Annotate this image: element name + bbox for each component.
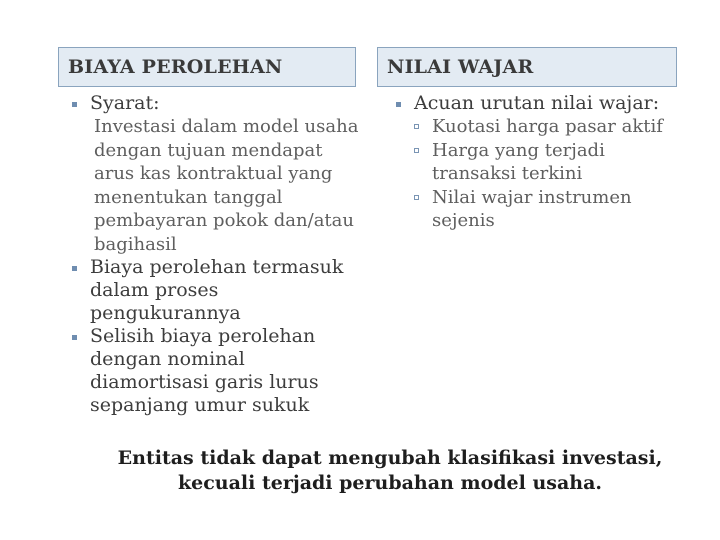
hollow-square-bullet-icon [414, 195, 419, 200]
bullet-square-icon [396, 102, 401, 107]
footer-note [110, 446, 670, 496]
hollow-square-bullet-icon [414, 148, 419, 153]
footer-line-2: kecuali terjadi perubahan model usaha. [177, 472, 603, 494]
biaya-perolehan-header-label: BIAYA PEROLEHAN [68, 56, 283, 78]
bullet-text: Syarat: [90, 92, 160, 114]
bullet-item [392, 92, 682, 233]
syarat-detail-text: Investasi dalam model usaha dengan tujuan mendapat arus kas kontraktual yang menentukan tanggal pembayaran pokok dan/atau bagihasil [94, 116, 359, 255]
sub-list-item [414, 186, 682, 233]
biaya-perolehan-header [58, 47, 356, 87]
bullet-text: Acuan urutan nilai wajar: [414, 92, 660, 114]
biaya-perolehan-list [68, 92, 368, 417]
sub-list-item [414, 115, 682, 139]
nilai-wajar-list [392, 92, 682, 233]
bullet-square-icon [72, 266, 77, 271]
bullet-item [68, 256, 368, 325]
bullet-item [68, 92, 368, 256]
nilai-wajar-header [377, 47, 677, 87]
sub-item-text: Kuotasi harga pasar aktif [432, 116, 663, 137]
hollow-square-bullet-icon [414, 124, 419, 129]
sub-list-item [414, 139, 682, 186]
bullet-item [68, 325, 368, 417]
bullet-text: Selisih biaya perolehan dengan nominal diamortisasi garis lurus sepanjang umur sukuk [90, 325, 319, 416]
bullet-square-icon [72, 102, 77, 107]
bullet-text: Biaya perolehan termasuk dalam proses pengukurannya [90, 256, 344, 324]
nilai-wajar-header-label: NILAI WAJAR [387, 56, 534, 78]
sub-item-text: Harga yang terjadi transaksi terkini [432, 139, 605, 184]
nilai-wajar-sublist [414, 115, 682, 233]
footer-line-1: Entitas tidak dapat mengubah klasifikasi investasi, [117, 447, 663, 469]
sub-item-text: Nilai wajar instrumen sejenis [432, 186, 632, 231]
bullet-square-icon [72, 335, 77, 340]
